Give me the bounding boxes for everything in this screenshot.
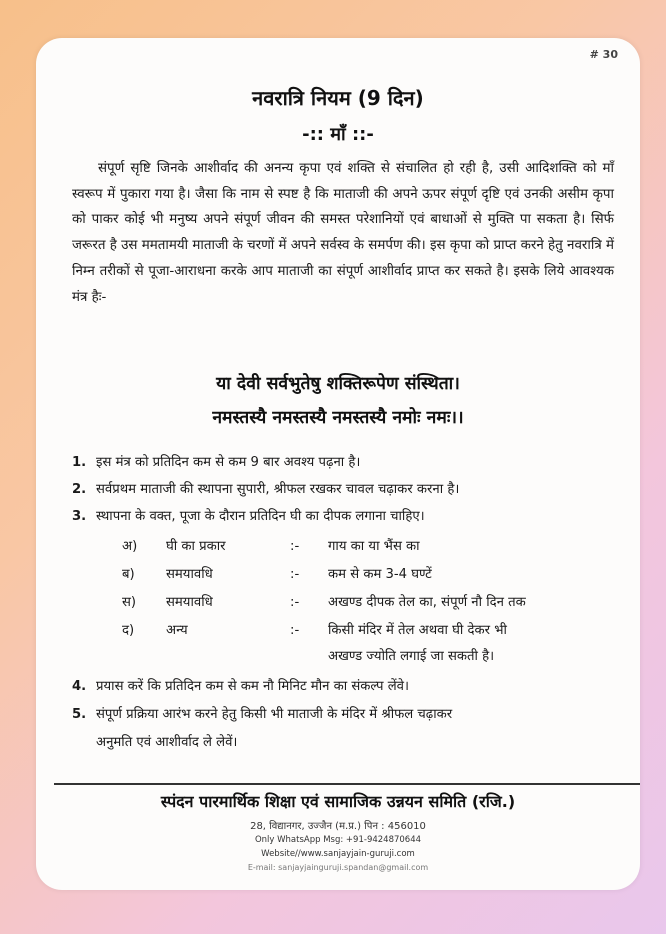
rule-text: प्रयास करें कि प्रतिदिन कम से कम नौ मिनिट मौन का संकल्प लेंवे।: [96, 679, 410, 694]
intro-paragraph: संपूर्ण सृष्टि जिनके आशीर्वाद की अनन्य कृपा एवं शक्ति से संचालित हो रही है, उसी आदिशक्ति को माँ स्वरूप में पुकारा गया है। जैसा कि नाम से स्पष्ट है कि माताजी की अपने ऊपर संपूर्ण दृष्टि एवं उनकी असीम कृपा को पाकर कोई भी मनुष्य अपने संपूर्ण जीवन की समस्त परेशानियों एवं बाधाओं से मुक्ति पा सकता है। सिर्फ जरूरत है उस ममतामयी माताजी के चरणों में अपने सर्वस्व के समर्पण की। इस कृपा को प्राप्त करने हेतु नवरात्रि में निम्न तरीकों से पूजा-आराधना करके आप माताजी का संपूर्ण आशीर्वाद प्राप्त कर सकते है। इसके लिये आवश्यक मंत्र हैः-: [72, 161, 614, 305]
rule-number: 4.: [72, 679, 87, 694]
sub-item-separator: :-: [290, 539, 300, 554]
rule-text-line-2: अनुमति एवं आशीर्वाद ले लेवें।: [96, 735, 238, 750]
sub-item-separator: :-: [290, 623, 300, 638]
sub-item-value: अखण्ड दीपक तेल का, संपूर्ण नौ दिन तक: [328, 595, 526, 610]
mantra-line-1: या देवी सर्वभुतेषु शक्तिरूपेण संस्थिता।: [216, 374, 460, 394]
sub-item-value-line-2: अखण्ड ज्योति लगाई जा सकती है।: [328, 649, 495, 664]
mantra-line-2: नमस्तस्यै नमस्तस्यै नमस्तस्यै नमोः नमः।।: [212, 408, 464, 428]
document-page: [36, 38, 640, 890]
footer-divider: [54, 783, 640, 785]
page-number: # 30: [589, 48, 618, 61]
rule-text: संपूर्ण प्रक्रिया आरंभ करने हेतु किसी भी माताजी के मंदिर में श्रीफल चढ़ाकर: [96, 707, 453, 722]
rule-text: स्थापना के वक्त, पूजा के दौरान प्रतिदिन घी का दीपक लगाना चाहिए।: [96, 509, 425, 524]
sub-item-key: अ): [122, 539, 138, 554]
footer-whatsapp: Only WhatsApp Msg: +91-9424870644: [254, 835, 422, 845]
sub-item-value: किसी मंदिर में तेल अथवा घी देकर भी: [328, 623, 507, 638]
rule-number: 2.: [72, 482, 87, 497]
sub-item-label: समयावधि: [166, 595, 213, 610]
page-subtitle: -:: माँ ::-: [302, 124, 374, 145]
page-title: नवरात्रि नियम (9 दिन): [252, 86, 424, 110]
footer-address: 28, विद्यानगर, उज्जैन (म.प्र.) पिन : 456010: [250, 821, 426, 832]
sub-item-value: गाय का या भैंस का: [328, 539, 420, 554]
sub-item-separator: :-: [290, 567, 300, 582]
sub-item-label: घी का प्रकार: [166, 539, 226, 554]
rule-number: 5.: [72, 707, 87, 722]
footer-website: Website//www.sanjayjain-guruji.com: [261, 849, 415, 859]
sub-item-label: समयावधि: [166, 567, 213, 582]
sub-item-key: ब): [122, 567, 135, 582]
sub-item-separator: :-: [290, 595, 300, 610]
sub-item-key: स): [122, 595, 137, 610]
sub-item-value: कम से कम 3-4 घण्टें: [328, 567, 432, 582]
sub-item-label: अन्य: [166, 623, 188, 638]
rule-text: इस मंत्र को प्रतिदिन कम से कम 9 बार अवश्य पढ़ना है।: [96, 455, 361, 470]
rule-number: 1.: [72, 455, 87, 470]
organization-name: स्पंदन पारमार्थिक शिक्षा एवं सामाजिक उन्नयन समिति (रजि.): [160, 792, 516, 811]
sub-item-key: द): [122, 623, 135, 638]
rule-number: 3.: [72, 509, 87, 524]
rule-text: सर्वप्रथम माताजी की स्थापना सुपारी, श्रीफल रखकर चावल चढ़ाकर करना है।: [96, 482, 460, 497]
footer-email: E-mail: sanjayjainguruji.spandan@gmail.com: [247, 863, 429, 872]
